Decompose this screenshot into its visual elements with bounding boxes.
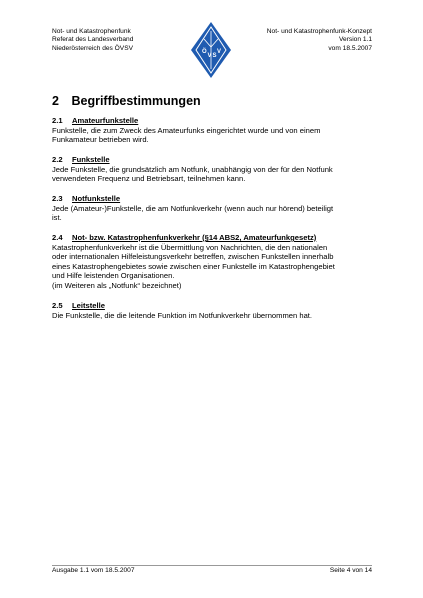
- footer-page-number: Seite 4 von 14: [329, 567, 372, 574]
- section-text-line: Funkamateur betrieben wird.: [52, 135, 149, 144]
- section-title: Notfunkstelle: [72, 194, 121, 203]
- section-2-4: [52, 233, 372, 290]
- footer-divider: [52, 565, 372, 566]
- section-title: Amateurfunkstelle: [72, 116, 139, 125]
- section-text-line: ist.: [52, 213, 62, 222]
- section-text-line: verwendeten Frequenz und Betriebsart, teilnehmen kann.: [52, 174, 246, 183]
- chapter-title: Begriffbestimmungen: [71, 94, 201, 108]
- logo-letter: S: [212, 53, 217, 59]
- section-text-line: Jede Funkstelle, die grundsätzlich am Notfunk, unabhängig von der für den Notfunk: [52, 164, 333, 174]
- section-number: 2.1: [52, 116, 63, 125]
- section-text-line: eines Katastrophengebietes sowie zwischen einer Funkstelle im Katastrophengebiet: [52, 261, 335, 271]
- logo-letter: V: [207, 53, 212, 59]
- section-2-2: [52, 155, 372, 184]
- section-number: 2.3: [52, 194, 63, 203]
- section-number: 2.5: [52, 301, 63, 310]
- chapter-heading: [52, 94, 201, 108]
- section-title: Not- bzw. Katastrophenfunkverkehr (§14 ABS2, Amateurfunkgesetz): [72, 233, 317, 242]
- section-2-1: [52, 116, 372, 145]
- header-right-line: Not- und Katastrophenfunk-Konzept: [266, 28, 372, 35]
- logo-letter: Ö: [202, 49, 207, 55]
- chapter-number: 2: [52, 94, 59, 108]
- header-left: [52, 28, 133, 53]
- oevsv-logo: [190, 21, 232, 79]
- section-text-line: (im Weiteren als „Notfunk“ bezeichnet): [52, 280, 182, 290]
- section-text-line: Die Funkstelle, die die leitende Funktion im Notfunkverkehr übernommen hat.: [52, 310, 313, 320]
- footer-edition: Ausgabe 1.1 vom 18.5.2007: [52, 567, 135, 574]
- section-2-3: [52, 194, 372, 223]
- section-text-line: Katastrophenfunkverkehr ist die Übermittlung von Nachrichten, die den nationalen: [52, 242, 328, 252]
- header-right: [267, 28, 372, 53]
- header-right-line: Version 1.1: [339, 36, 372, 44]
- header-left-line: Niederösterreich des ÖVSV: [52, 44, 133, 52]
- section-text-line: Funkstelle, die zum Zweck des Amateurfunks eingerichtet wurde und von einem: [52, 125, 321, 135]
- section-number: 2.2: [52, 155, 63, 164]
- section-title: Leitstelle: [72, 301, 105, 310]
- logo-letter: V: [217, 49, 222, 55]
- header-left-line: Referat des Landesverband: [52, 36, 134, 44]
- section-2-5: [52, 301, 372, 320]
- section-text-line: und Hilfe leistenden Organisationen.: [52, 271, 175, 280]
- section-text-line: oder internationalen Hilfeleistungsverkehr betreffen, zwischen Funkstellen innerhalb: [52, 252, 334, 261]
- section-title: Funkstelle: [72, 155, 110, 164]
- section-number: 2.4: [52, 233, 63, 242]
- header-left-line: Not- und Katastrophenfunk: [52, 28, 131, 35]
- section-text-line: Jede (Amateur-)Funkstelle, die am Notfunkverkehr (wenn auch nur hörend) beteiligt: [52, 203, 334, 213]
- header-right-line: vom 18.5.2007: [328, 44, 372, 52]
